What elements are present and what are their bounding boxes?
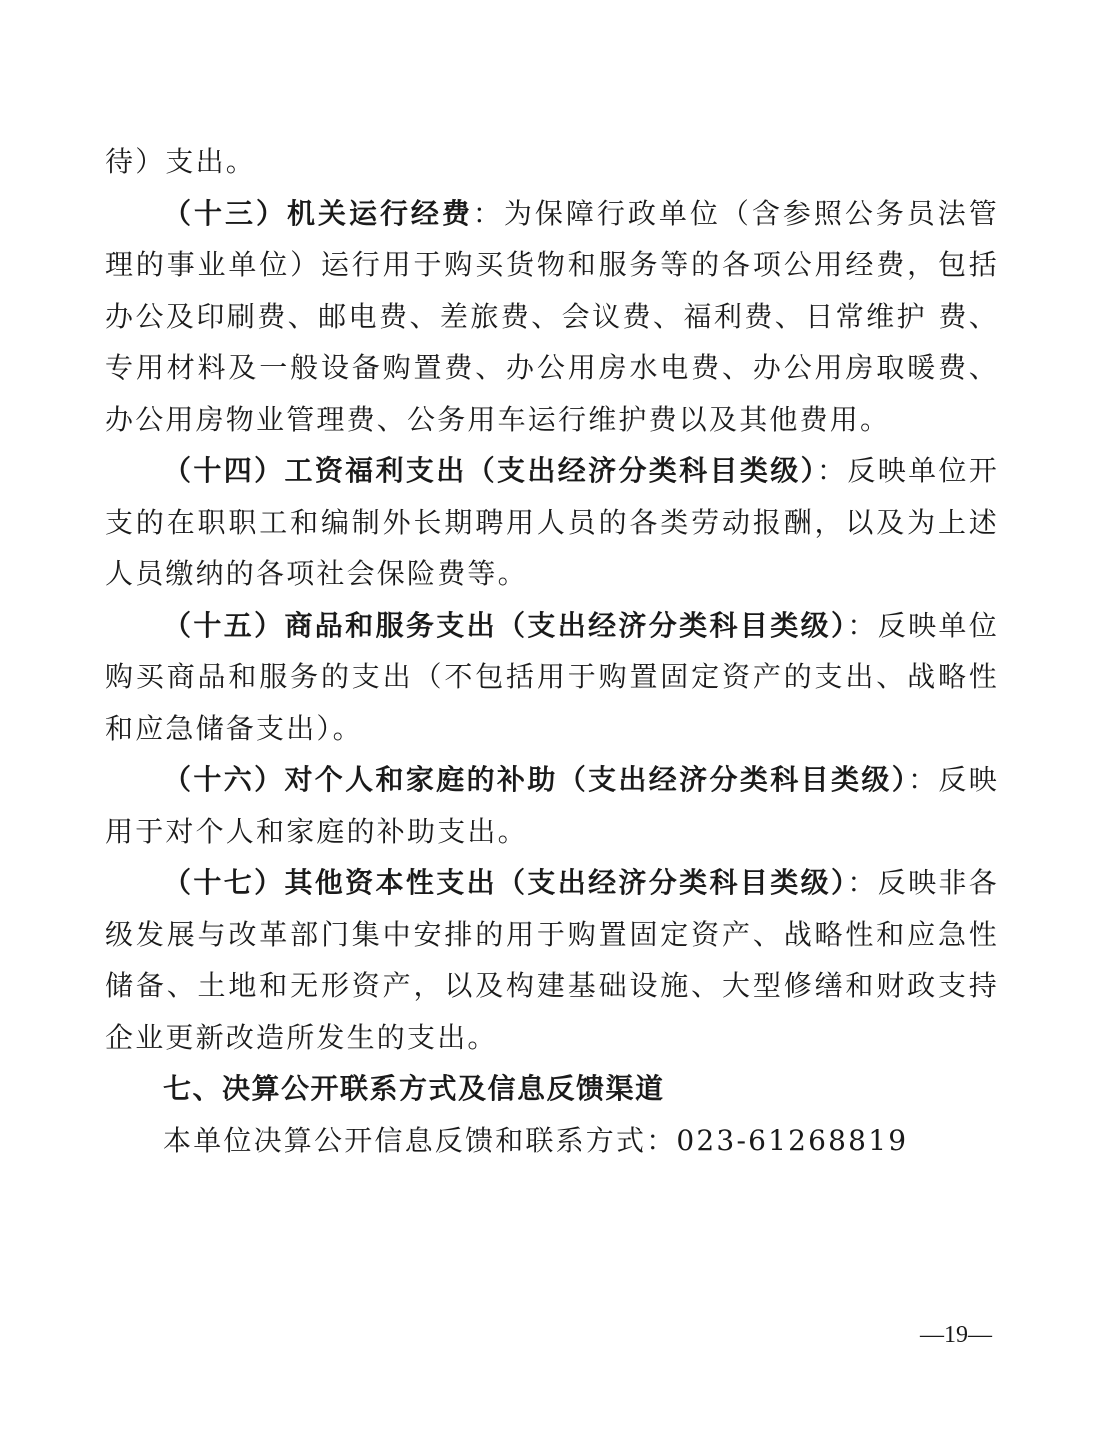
definition-term: （十六）对个人和家庭的补助（支出经济分类科目类级） bbox=[163, 763, 909, 796]
paragraph-text: 待）支出。 bbox=[105, 145, 257, 178]
paragraph-definition-16 bbox=[105, 754, 999, 857]
definition-term: （十七）其他资本性支出（支出经济分类科目类级） bbox=[163, 866, 848, 899]
paragraph-definition-14 bbox=[105, 445, 999, 600]
definition-text: ：反映用于对个人和家庭的补助支出。 bbox=[105, 763, 999, 848]
paragraph-definition-17 bbox=[105, 857, 999, 1063]
page-number: —19— bbox=[920, 1322, 992, 1348]
definition-text: ：反映单位购买商品和服务的支出（不包括用于购置固定资产的支出、战略性和应急储备支出）。 bbox=[105, 608, 999, 745]
definition-text: ：为保障行政单位（含参照公务员法管理的事业单位）运行用于购买货物和服务等的各项公用经费，包括办公及印刷费、邮电费、差旅费、会议费、福利费、日常维护 费、专用材料及一般设备购置费、办公用房水电费、办公用房取暖费、办公用房物业管理费、公务用车运行维护费以及其他费用。 bbox=[105, 196, 999, 436]
definition-term: （十四）工资福利支出（支出经济分类科目类级） bbox=[163, 454, 817, 487]
definition-text: ：反映非各级发展与改革部门集中安排的用于购置固定资产、战略性和应急性储备、土地和无形资产，以及构建基础设施、大型修缮和财政支持企业更新改造所发生的支出。 bbox=[105, 866, 999, 1054]
paragraph-definition-13 bbox=[105, 188, 999, 446]
definition-text: ：反映单位开支的在职职工和编制外长期聘用人员的各类劳动报酬，以及为上述人员缴纳的各项社会保险费等。 bbox=[105, 454, 999, 590]
paragraph-definition-15 bbox=[105, 600, 999, 755]
contact-phone: 023-61268819 bbox=[676, 1123, 909, 1157]
definition-term: （十五）商品和服务支出（支出经济分类科目类级） bbox=[163, 608, 848, 642]
contact-label: 本单位决算公开信息反馈和联系方式： bbox=[163, 1123, 677, 1157]
paragraph-continuation bbox=[105, 136, 999, 188]
document-body bbox=[105, 136, 999, 1166]
section-heading: 七、决算公开联系方式及信息反馈渠道 bbox=[163, 1072, 665, 1105]
contact-line bbox=[105, 1115, 999, 1167]
definition-term: （十三）机关运行经费 bbox=[163, 196, 473, 230]
